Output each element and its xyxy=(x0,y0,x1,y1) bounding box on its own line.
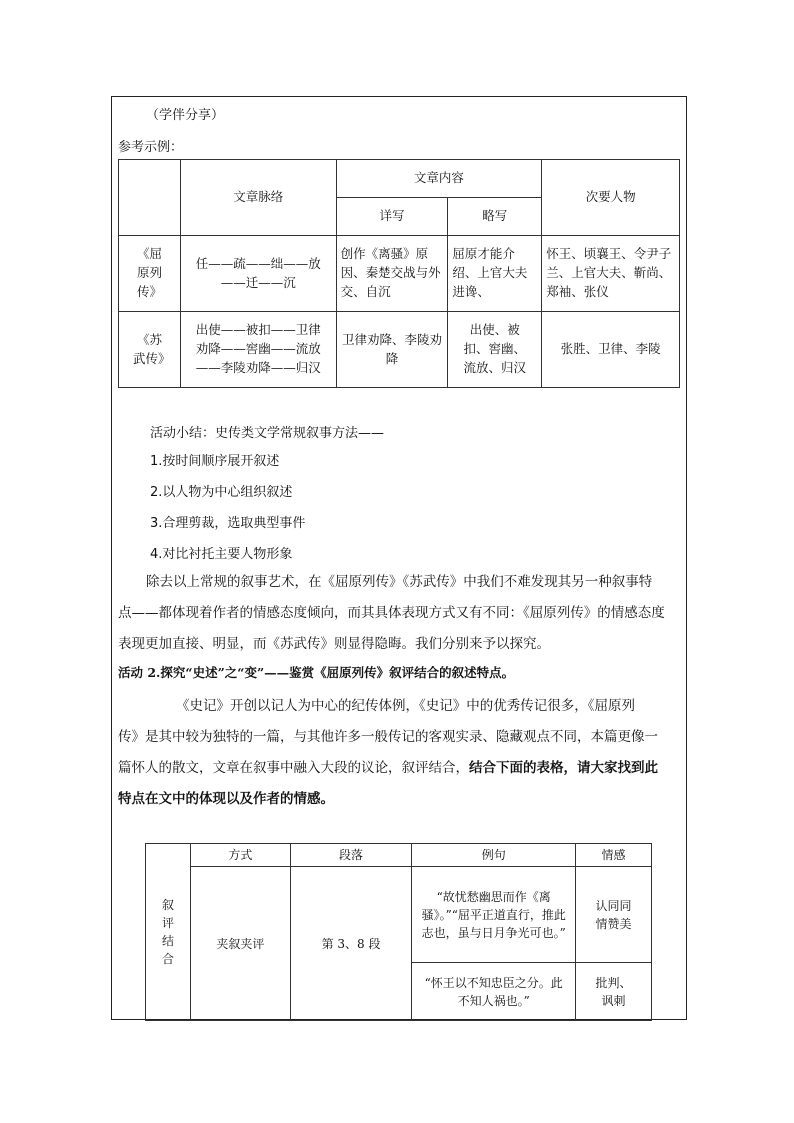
paragraph-line xyxy=(118,756,658,776)
emotion-cell: 认同同情赞美 xyxy=(576,867,652,963)
summary-item: 2.以人物为中心组织叙述 xyxy=(150,485,293,500)
reference-label: 参考示例： xyxy=(118,140,184,155)
summary-item: 4.对比衬托主要人物形象 xyxy=(150,547,293,562)
paragraph-line: 传》是其中较为独特的一篇，与其他许多一般传记的客观实录、隐藏观点不同，本篇更像一 xyxy=(118,729,658,745)
summary-item: 1.按时间顺序展开叙述 xyxy=(150,454,280,469)
paragraph-cell: 第 3、8 段 xyxy=(290,867,412,1021)
example-cell: “故忧愁幽思而作《离骚》。”“屈平正道直行，推此志也，虽与日月争光可也。” xyxy=(412,867,576,963)
row-minor: 张胜、卫律、李陵 xyxy=(542,312,680,388)
header-method: 方式 xyxy=(190,844,290,867)
paragraph-text: 篇怀人的散文，文章在叙事中融入大段的议论，叙评结合， xyxy=(118,760,469,776)
paragraph-line: 特点在文中的体现以及作者的情感。 xyxy=(118,791,334,807)
table-corner xyxy=(119,160,181,236)
side-label: 叙评结合 xyxy=(146,844,191,1021)
summary-title: 活动小结：史传类文学常规叙事方法—— xyxy=(150,426,385,441)
share-label: （学伴分享） xyxy=(146,108,225,123)
header-context: 文章脉络 xyxy=(180,160,336,236)
row-minor: 怀王、顷襄王、令尹子兰、上官大夫、靳尚、郑袖、张仪 xyxy=(542,236,680,312)
header-minor: 次要人物 xyxy=(542,160,680,236)
emotion-cell: 批判、讽刺 xyxy=(576,963,652,1021)
summary-item: 3.合理剪裁，选取典型事件 xyxy=(150,516,306,531)
row-context: 出使——被扣——卫律劝降——窖幽——流放——李陵劝降——归汉 xyxy=(180,312,336,388)
activity-heading: 活动 2.探究“史述”之“变”——鉴赏《屈原列传》叙评结合的叙述特点。 xyxy=(118,665,515,680)
header-example: 例句 xyxy=(412,844,576,867)
structure-table xyxy=(118,159,680,388)
paragraph-line: 除去以上常规的叙事艺术，在《屈原列传》《苏武传》中我们不难发现其另一种叙事特 xyxy=(146,574,653,590)
analysis-table xyxy=(145,843,652,1021)
header-paragraph: 段落 xyxy=(290,844,412,867)
method-cell: 夹叙夹评 xyxy=(190,867,290,1021)
header-content: 文章内容 xyxy=(336,160,542,198)
row-brief: 出使、被扣、窖幽、流放、归汉 xyxy=(448,312,542,388)
row-context: 任——疏——绌——放——迁——沉 xyxy=(180,236,336,312)
paragraph-line: 表现更加直接、明显，而《苏武传》则显得隐晦。我们分别来予以探究。 xyxy=(118,636,550,652)
paragraph-line: 点——都体现着作者的情感态度倾向，而其具体表现方式又有不同：《屈原列传》的情感态度 xyxy=(118,605,665,621)
paragraph-line: 《史记》开创以记人为中心的纪传体例，《史记》中的优秀传记很多，《屈原列 xyxy=(176,698,635,714)
row-title: 《屈原列传》 xyxy=(119,236,181,312)
row-brief: 屈原才能介绍、上官大夫进谗、 xyxy=(448,236,542,312)
row-title: 《苏武传》 xyxy=(119,312,181,388)
header-emotion: 情感 xyxy=(576,844,652,867)
header-brief: 略写 xyxy=(448,198,542,236)
header-detail: 详写 xyxy=(336,198,448,236)
example-cell: “怀王以不知忠臣之分。此不知人祸也。” xyxy=(412,963,576,1021)
row-detail: 创作《离骚》原因、秦楚交战与外交、自沉 xyxy=(336,236,448,312)
paragraph-emphasis: 结合下面的表格，请大家找到此 xyxy=(469,760,658,776)
row-detail: 卫律劝降、李陵劝降 xyxy=(336,312,448,388)
